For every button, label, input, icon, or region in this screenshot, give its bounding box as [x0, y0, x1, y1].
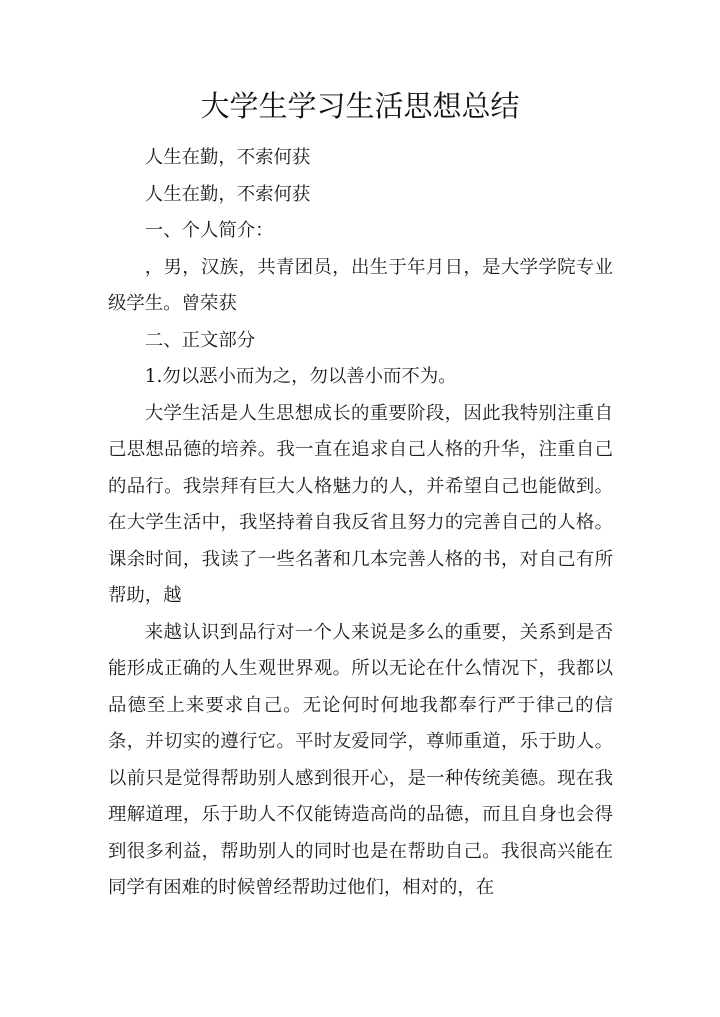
motto-line: 人生在勤，不索何获 [144, 183, 311, 205]
paragraph: ，男，汉族，共青团员，出生于年月日，是大学学院专业级学生。曾荣获 [108, 256, 613, 314]
section-heading: 二、正文部分 [144, 329, 256, 351]
subsection-heading: 1.勿以恶小而为之，勿以善小而不为。 [144, 366, 457, 387]
section-heading: 一、个人简介： [144, 220, 274, 241]
paragraph: 大学生活是人生思想成长的重要阶段，因此我特别注重自己思想品德的培养。我一直在追求自己人格的升华，注重自己的品行。我崇拜有巨大人格魅力的人，并希望自己也能做到。在大学生活中，我坚持着自我反省且努力的完善自己的人格。课余时间，我读了一些名著和几本完善人格的书，对自己有所帮助，越 [108, 402, 613, 606]
paragraph: 来越认识到品行对一个人来说是多么的重要，关系到是否能形成正确的人生观世界观。所以无论在什么情况下，我都以品德至上来要求自己。无论何时何地我都奉行严于律己的信条，并切实的遵行它。平时友爱同学，尊师重道，乐于助人。以前只是觉得帮助别人感到很开心，是一种传统美德。现在我理解道理，乐于助人不仅能铸造高尚的品德，而且自身也会得到很多利益，帮助别人的同时也是在帮助自己。我很高兴能在同学有困难的时候曾经帮助过他们，相对的，在 [108, 621, 613, 898]
document-body [108, 140, 613, 907]
motto-line: 人生在勤，不索何获 [144, 147, 311, 168]
document-title: 大学生学习生活思想总结 [200, 89, 520, 123]
